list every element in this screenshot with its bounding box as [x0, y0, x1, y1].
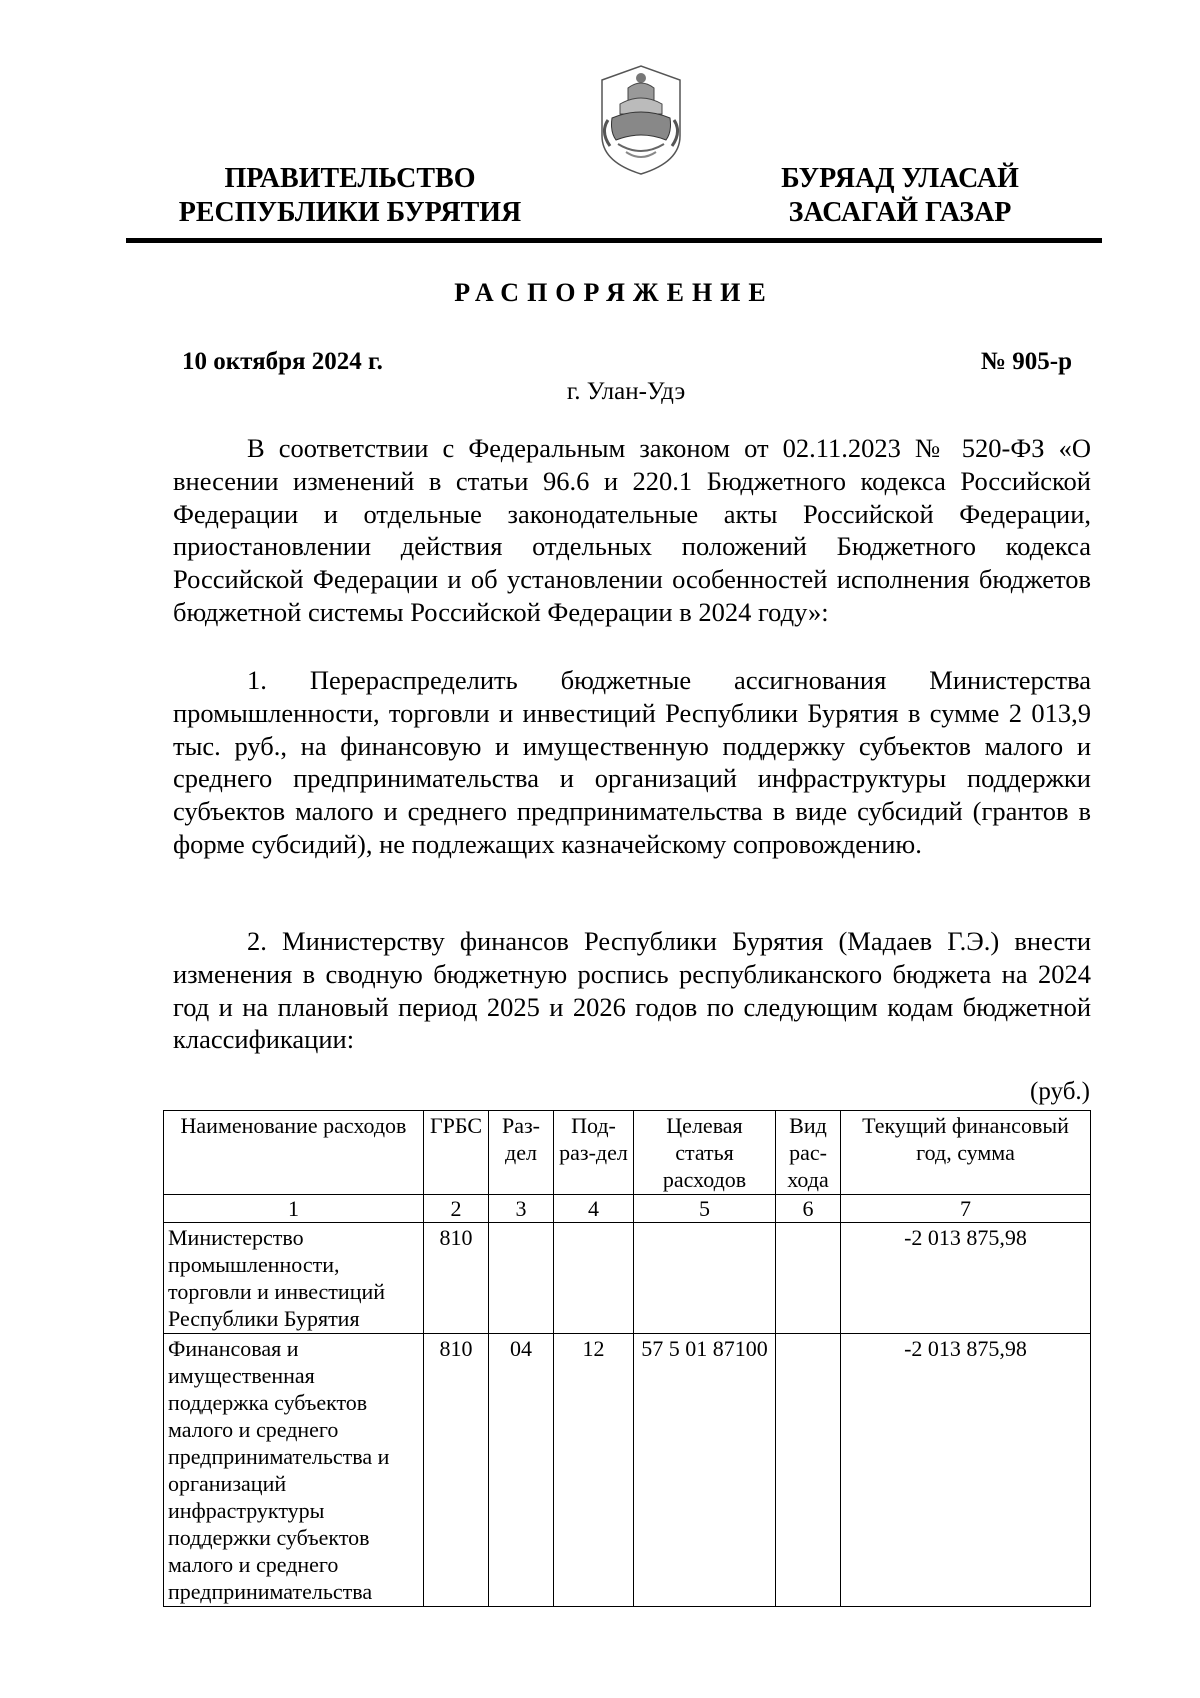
header-name: Наименование расходов: [164, 1111, 424, 1195]
header-vid: Вид рас-хода: [776, 1111, 841, 1195]
header-divider: [126, 238, 1102, 243]
document-date: 10 октября 2024 г.: [182, 348, 383, 375]
document-title: РАСПОРЯЖЕНИЕ: [454, 278, 774, 307]
row-vid: [776, 1334, 841, 1607]
table-row: [164, 1223, 1091, 1334]
intro-paragraph: В соответствии с Федеральным законом от 02.11.2023 № 520-ФЗ «О внесении изменений в статьи 96.6 и 220.1 Бюджетного кодекса Российской Федерации и отдельные законодательные акты Российской Федерации, приостановлении действия отдельных положений Бюджетного кодекса Российской Федерации и об установлении особенностей исполнения бюджетов бюджетной системы Российской Федерации в 2024 году»:: [173, 433, 1091, 627]
row-amount: -2 013 875,98: [841, 1223, 1091, 1334]
header-grbs: ГРБС: [424, 1111, 489, 1195]
row-grbs: 810: [424, 1223, 489, 1334]
row-target: [634, 1223, 776, 1334]
table-unit-label: (руб.): [1030, 1078, 1090, 1105]
budget-table: [163, 1110, 1091, 1607]
col-number: 1: [164, 1195, 424, 1223]
org-right-line2: ЗАСАГАЙ ГАЗАР: [788, 197, 1012, 228]
table-header-row: [164, 1111, 1091, 1195]
table-column-numbers-row: [164, 1195, 1091, 1223]
row-amount: -2 013 875,98: [841, 1334, 1091, 1607]
col-number: 5: [634, 1195, 776, 1223]
row-razdel: 04: [489, 1334, 554, 1607]
col-number: 7: [841, 1195, 1091, 1223]
item-1-paragraph: 1. Перераспределить бюджетные ассигнования Министерства промышленности, торговли и инвестиций Республики Бурятия в сумме 2 013,9 тыс. руб., на финансовую и имущественную поддержку субъектов малого и среднего предпринимательства и организаций инфраструктуры поддержки субъектов малого и среднего предпринимательства в виде субсидий (грантов в форме субсидий), не подлежащих казначейскому сопровождению.: [173, 665, 1091, 859]
org-left-line2: РЕСПУБЛИКИ БУРЯТИЯ: [178, 197, 522, 228]
document-number: № 905-р: [980, 348, 1072, 375]
col-number: 4: [554, 1195, 634, 1223]
org-name-russian: [165, 162, 535, 230]
header-current: Текущий финансовый год, сумма: [841, 1111, 1091, 1195]
coat-of-arms-emblem: [596, 58, 686, 178]
header-target: Целевая статья расходов: [634, 1111, 776, 1195]
item-2-paragraph: 2. Министерству финансов Республики Бурятия (Мадаев Г.Э.) внести изменения в сводную бюджетную роспись республиканского бюджета на 2024 год и на плановый период 2025 и 2026 годов по следующим кодам бюджетной классификации:: [173, 926, 1091, 1055]
row-name: Министерство промышленности, торговли и инвестиций Республики Бурятия: [164, 1223, 424, 1334]
row-target: 57 5 01 87100: [634, 1334, 776, 1607]
header-podrazdel: Под-раз-дел: [554, 1111, 634, 1195]
row-grbs: 810: [424, 1334, 489, 1607]
row-razdel: [489, 1223, 554, 1334]
row-podrazdel: [554, 1223, 634, 1334]
row-name: Финансовая и имущественная поддержка субъектов малого и среднего предпринимательства и организаций инфраструктуры поддержки субъектов малого и среднего предпринимательства: [164, 1334, 424, 1607]
row-vid: [776, 1223, 841, 1334]
table-row: [164, 1334, 1091, 1607]
org-left-line1: ПРАВИТЕЛЬСТВО: [224, 163, 476, 194]
document-place: г. Улан-Удэ: [566, 378, 686, 405]
col-number: 6: [776, 1195, 841, 1223]
col-number: 2: [424, 1195, 489, 1223]
org-right-line1: БУРЯАД УЛАСАЙ: [781, 163, 1019, 194]
header-razdel: Раз-дел: [489, 1111, 554, 1195]
row-podrazdel: 12: [554, 1334, 634, 1607]
org-name-buryat: [755, 162, 1045, 230]
col-number: 3: [489, 1195, 554, 1223]
